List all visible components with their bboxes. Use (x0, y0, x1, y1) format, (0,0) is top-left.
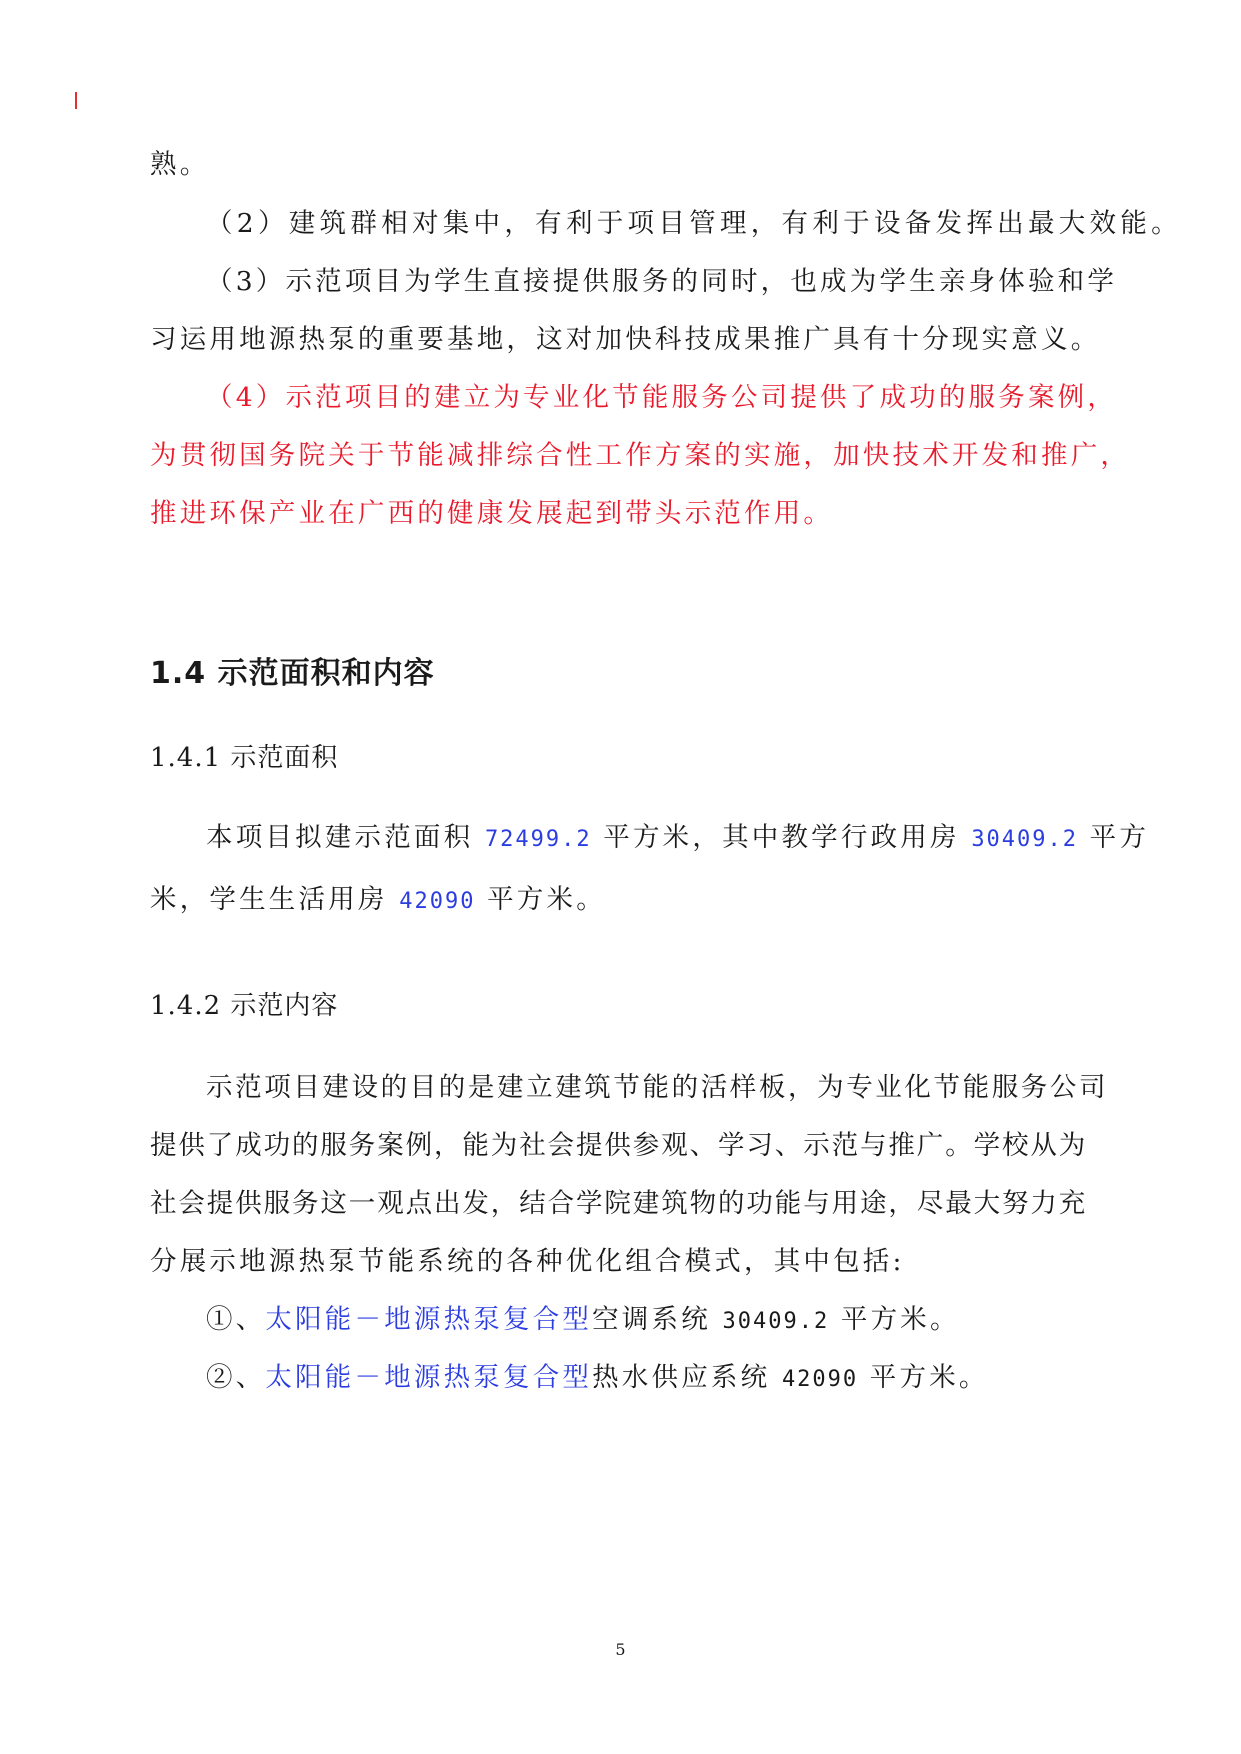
system-area-value: 30409.2 (722, 1309, 830, 1334)
area-text: 平方米。 (487, 884, 606, 915)
system-area-value: 42090 (781, 1367, 859, 1392)
system-area-unit: 平方米。 (869, 1362, 989, 1393)
item-2: （2）建筑群相对集中，有利于项目管理，有利于设备发挥出最大效能。 (206, 208, 1182, 239)
area-text: 米，学生生活用房 (150, 884, 388, 915)
content-line-3: 社会提供服务这一观点出发，结合学院建筑物的功能与用途，尽最大努力充 (150, 1188, 1088, 1219)
system-name: 热水供应系统 (592, 1362, 771, 1393)
area-text: 本项目拟建示范面积 (206, 822, 474, 853)
system-type: 太阳能－地源热泵复合型 (265, 1362, 593, 1393)
section-heading-1-4-1: 1.4.1 示范面积 (150, 743, 339, 773)
content-line-2: 提供了成功的服务案例，能为社会提供参观、学习、示范与推广。学校从为 (150, 1130, 1088, 1161)
paragraph-continuation: 熟。 (150, 149, 210, 180)
section-heading-1-4-2: 1.4.2 示范内容 (150, 991, 339, 1021)
item-4-line-3: 推进环保产业在广西的健康发展起到带头示范作用。 (150, 498, 834, 529)
system-type: 太阳能－地源热泵复合型 (265, 1304, 593, 1335)
margin-mark (75, 92, 77, 109)
item-4-line-1: （4）示范项目的建立为专业化节能服务公司提供了成功的服务案例， (206, 382, 1118, 413)
area-text: 平方米，其中教学行政用房 (603, 822, 960, 853)
content-line-4: 分展示地源热泵节能系统的各种优化组合模式，其中包括: (150, 1246, 905, 1277)
area-total-value: 72499.2 (484, 827, 592, 852)
list-marker: ②、 (206, 1362, 266, 1393)
area-line-1 (206, 821, 1150, 857)
area-line-2 (150, 883, 1110, 919)
area-teaching-value: 30409.2 (971, 827, 1079, 852)
page-number: 5 (615, 1640, 626, 1659)
item-4-line-2: 为贯彻国务院关于节能减排综合性工作方案的实施，加快技术开发和推广， (150, 440, 1131, 471)
list-item-1 (206, 1303, 1110, 1339)
system-area-unit: 平方米。 (840, 1304, 960, 1335)
area-living-value: 42090 (399, 889, 476, 914)
system-name: 空调系统 (592, 1304, 711, 1335)
area-text: 平方 (1089, 822, 1150, 853)
list-item-2 (206, 1361, 1110, 1397)
item-3-line-1: （3）示范项目为学生直接提供服务的同时，也成为学生亲身体验和学 (206, 266, 1118, 297)
item-3-line-2: 习运用地源热泵的重要基地，这对加快科技成果推广具有十分现实意义。 (150, 324, 1101, 355)
section-heading-1-4: 1.4 示范面积和内容 (150, 656, 435, 691)
content-line-1: 示范项目建设的目的是建立建筑节能的活样板，为专业化节能服务公司 (206, 1072, 1109, 1103)
list-marker: ①、 (206, 1304, 266, 1335)
